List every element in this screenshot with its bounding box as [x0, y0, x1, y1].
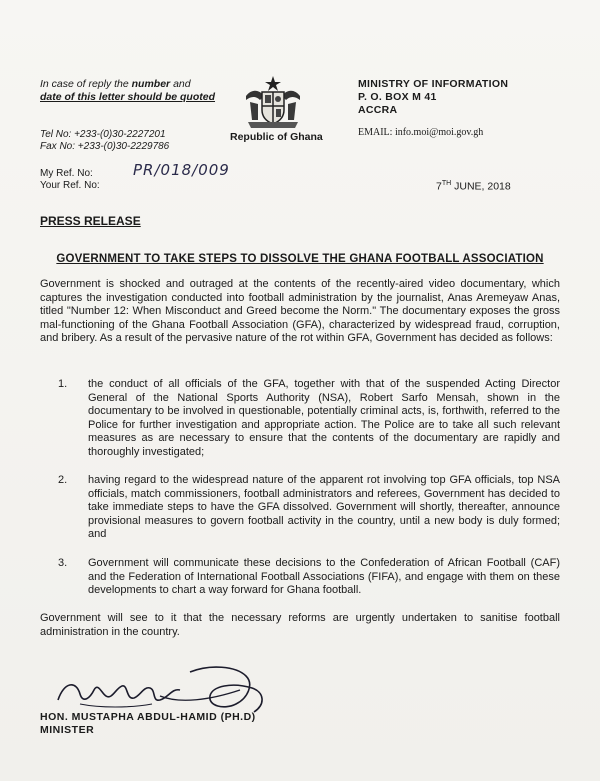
list-item: [40, 474, 560, 544]
reply-prefix: In case of reply the: [40, 78, 132, 90]
email-line: [358, 127, 578, 139]
signer-name: HON. MUSTAPHA ABDUL-HAMID (PH.D): [40, 711, 256, 723]
email-label: EMAIL:: [358, 127, 395, 138]
list-item-number: 1.: [58, 378, 68, 390]
list-item-text: the conduct of all officials of the GFA, together with that of the suspended Acting Director General of the National Sports Authority (NSA), Robert Sarfo Mensah, shown in the documentary to be involved in questionable, potentially criminal acts, is, forthwith, referred to the Police for further investigation and appropriate action. The Police are to take all such relevant measures as are necessary to ensure that the contents of the documentary are rapidly and thoroughly investigated;: [88, 378, 560, 458]
po-box: P. O. BOX M 41: [358, 91, 437, 103]
list-item-number: 2.: [58, 474, 68, 486]
intro-text: Government is shocked and outraged at the contents of the recently-aired video documentary, which captures the investigation conducted into football administration by the journalist, Anas Aremeyaw Anas, titled "Number 12: When Misconduct and Greed become the Norm." The documentary exposes the gross mal-functioning of the Ghana Football Association (GFA), characterized by widespread fraud, corruption, and bribery. As a result of the pervasive nature of the rot within GFA, Government has decided as follows:: [40, 278, 560, 344]
fax-number: Fax No: +233-(0)30-2229786: [40, 141, 170, 152]
list-item-text: Government will communicate these decisions to the Confederation of African Football (CAF) and the Federation of International Football Associations (FIFA), and engage with them on these developments to chart a way forward for Ghana football.: [88, 557, 560, 597]
headline: GOVERNMENT TO TAKE STEPS TO DISSOLVE THE GHANA FOOTBALL ASSOCIATION: [56, 253, 544, 265]
republic-label: Republic of Ghana: [230, 131, 323, 143]
tel-number: Tel No: +233-(0)30-2227201: [40, 129, 166, 140]
reference-numbers: [40, 161, 250, 192]
ministry-name: MINISTRY OF INFORMATION: [358, 78, 509, 90]
list-item: [40, 378, 560, 458]
press-release-heading: PRESS RELEASE: [40, 214, 141, 228]
reply-line-2: date of this letter should be quoted: [40, 91, 216, 103]
list-item-text: having regard to the widespread nature of the apparent rot involving top GFA officials, top NSA officials, match commissioners, football administrators and referees, Government has decided to take immediate steps to have the GFA dissolved. Government will shortly, thereafter, announce provisional measures to govern football activity in the country, until a new body is duly formed; and: [88, 474, 560, 541]
letter-date: [436, 180, 566, 193]
date-month-year: JUNE, 2018: [451, 180, 511, 193]
closing-paragraph: Government will see to it that the necessary reforms are urgently undertaken to sanitise football administration in the country.: [40, 612, 560, 638]
signer-title: MINISTER: [40, 724, 95, 736]
intro-paragraph: [40, 278, 560, 346]
email-value: info.moi@moi.gov.gh: [394, 127, 484, 138]
list-item-number: 3.: [58, 557, 68, 569]
reply-number-word: number: [131, 78, 171, 90]
contact-numbers: [40, 129, 240, 153]
my-ref-handwritten: PR/018/009: [133, 161, 230, 179]
my-ref-label: My Ref. No:: [40, 168, 93, 179]
list-item: [40, 557, 560, 599]
your-ref-label: Your Ref. No:: [40, 180, 100, 191]
date-day: 7: [436, 180, 442, 193]
date-suffix: TH: [441, 180, 452, 187]
ghana-coat-of-arms-icon: [240, 74, 306, 130]
reply-and: and: [170, 78, 191, 90]
ministry-address: [358, 78, 558, 117]
signatory: [40, 711, 340, 737]
city: ACCRA: [358, 104, 398, 116]
reply-instruction: [40, 78, 240, 104]
